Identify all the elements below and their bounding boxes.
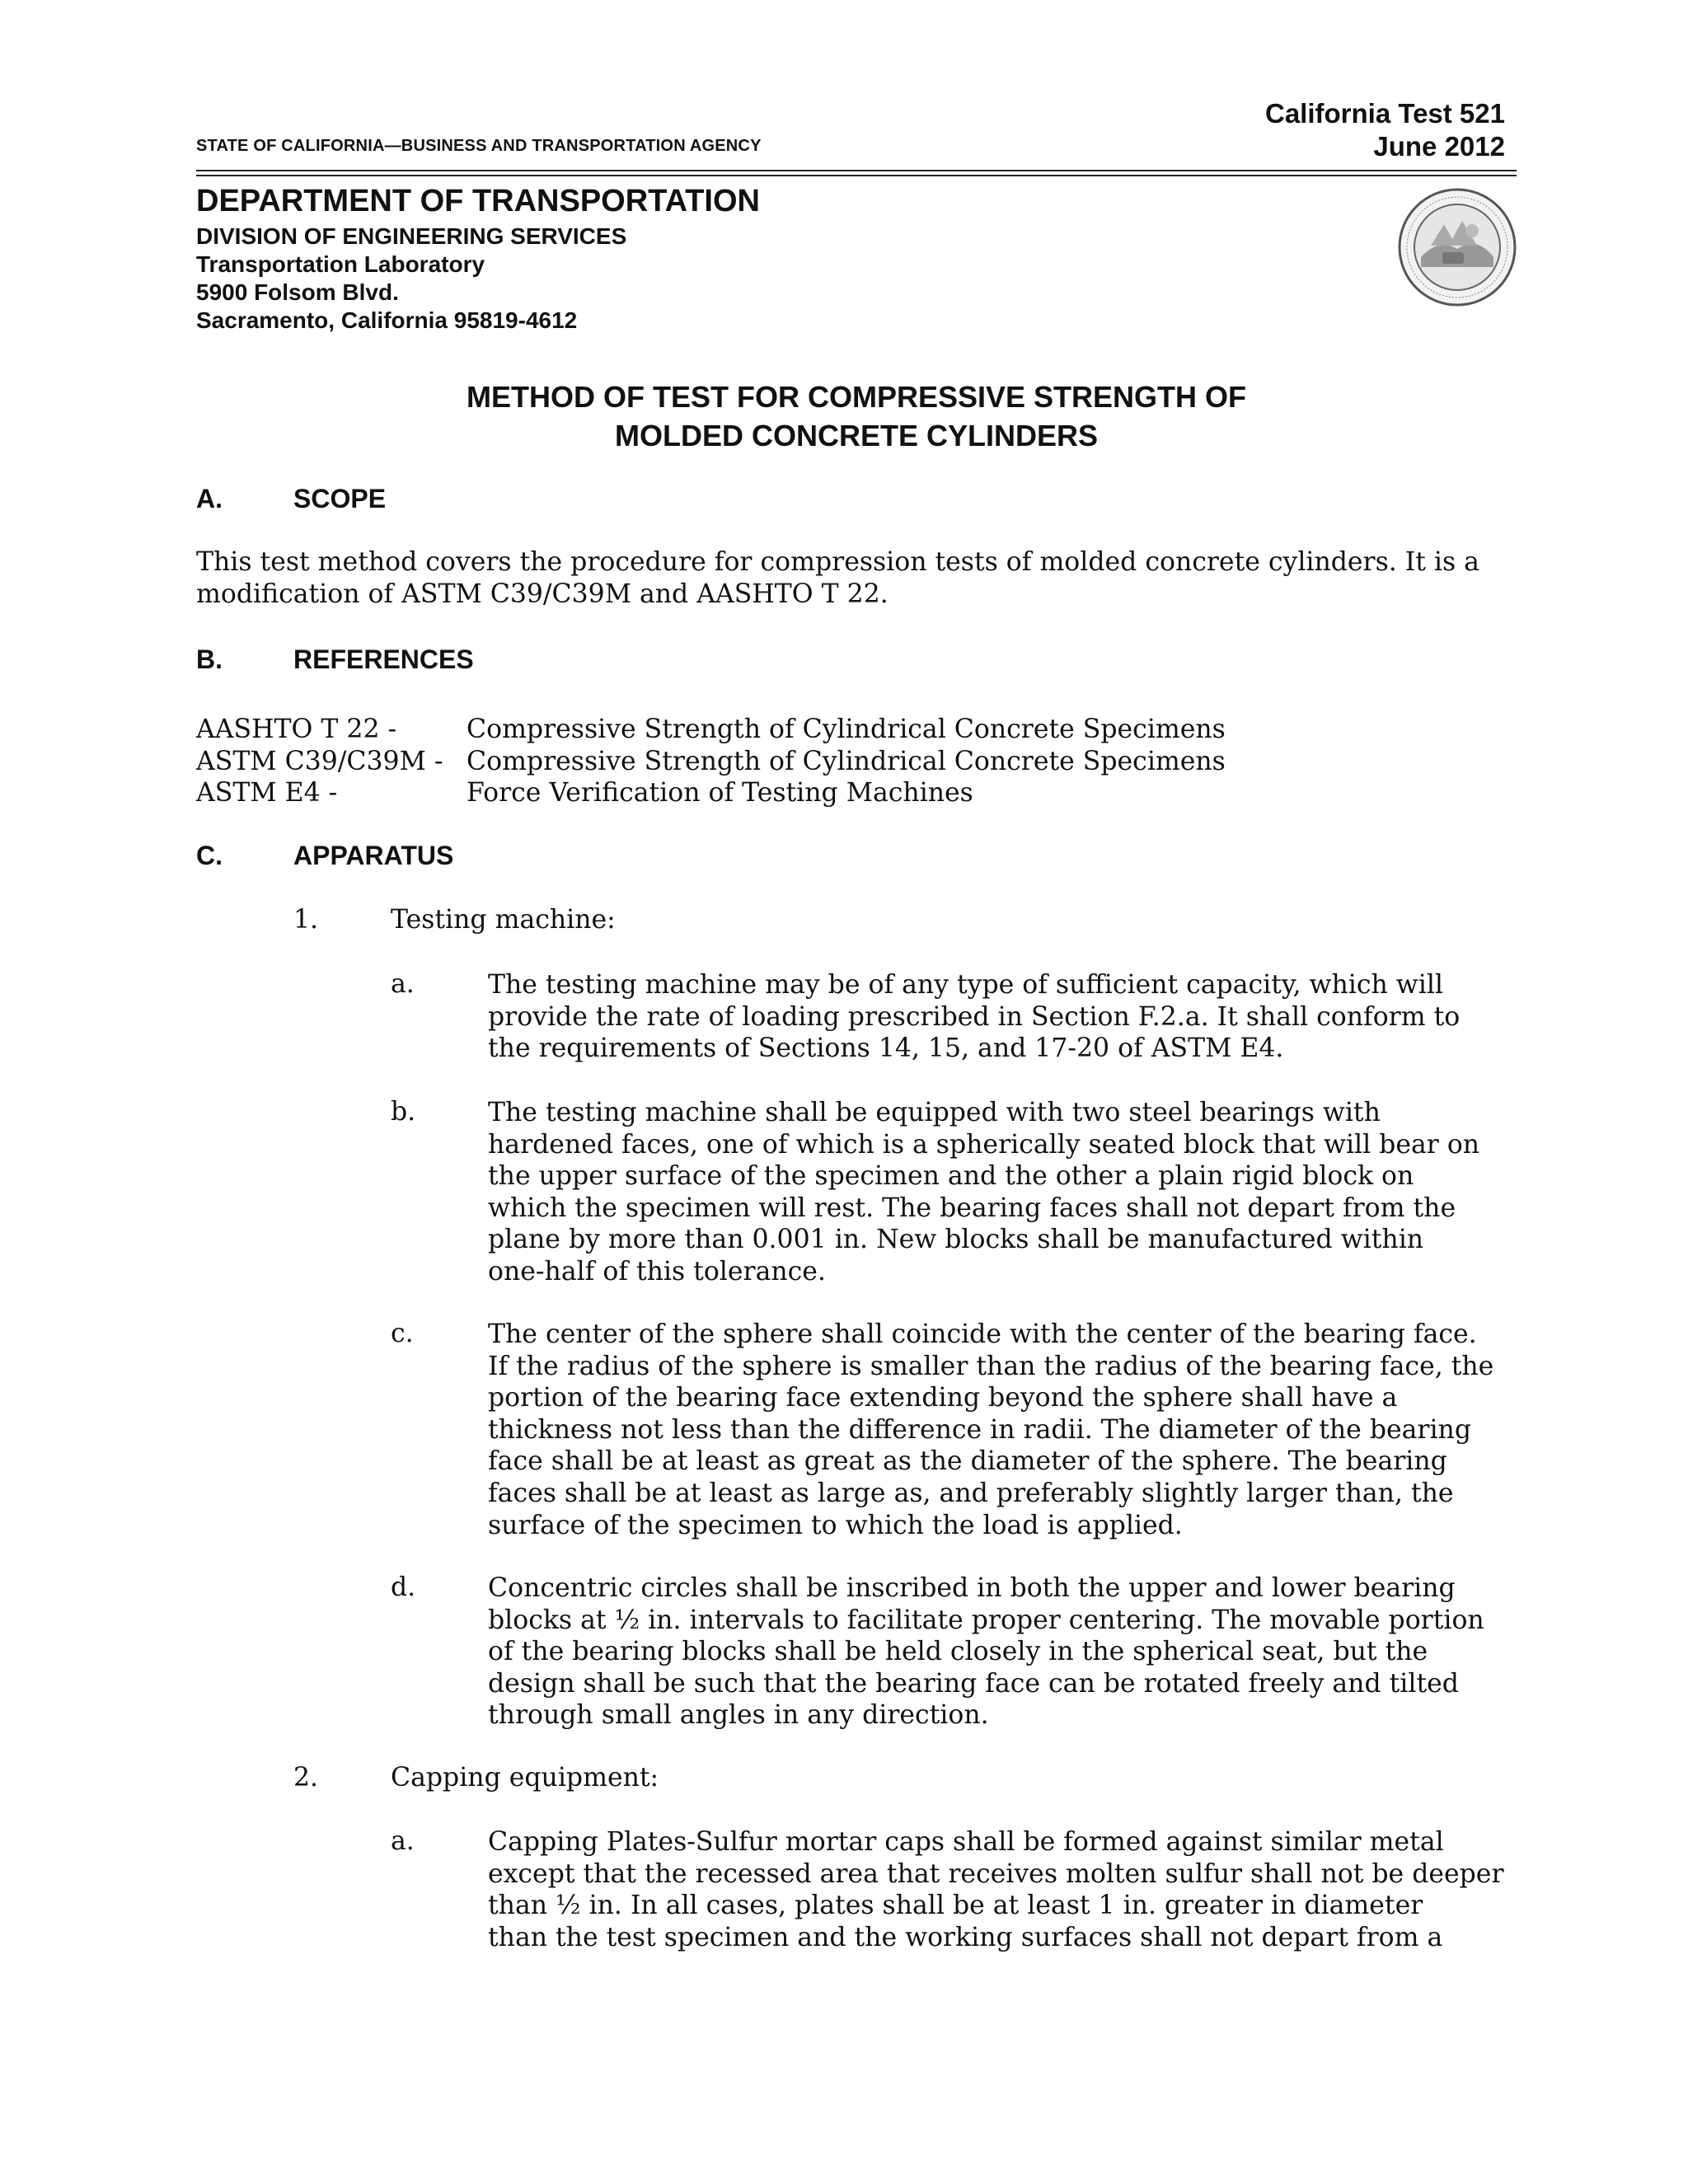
item-1c-letter: c.	[391, 1319, 414, 1348]
item-1b-letter: b.	[391, 1097, 416, 1127]
item-1d-text	[488, 1572, 1535, 1732]
street-address: 5900 Folsom Blvd.	[196, 279, 399, 305]
city-address: Sacramento, California 95819-4612	[196, 307, 578, 333]
header-rule-top	[196, 170, 1517, 171]
text-line: Capping Plates-Sulfur mortar caps shall be formed against similar metal	[488, 1827, 1444, 1857]
text-line: than ½ in. In all cases, plates shall be at least 1 in. greater in diameter	[488, 1891, 1423, 1921]
reference-code: ASTM E4 -	[196, 778, 338, 808]
section-b-letter: B.	[196, 644, 223, 674]
text-line: The testing machine shall be equipped with two steel bearings with	[488, 1098, 1381, 1127]
item-1c-text	[488, 1319, 1535, 1541]
text-line: blocks at ½ in. intervals to facilitate proper centering. The movable portion	[488, 1605, 1484, 1635]
item-1a-letter: a.	[391, 969, 415, 999]
text-line: through small angles in any direction.	[488, 1700, 989, 1731]
item-2a-letter: a.	[391, 1826, 415, 1856]
text-line: If the radius of the sphere is smaller than the radius of the bearing face, the	[488, 1351, 1494, 1381]
text-line: surface of the specimen to which the load is applied.	[488, 1510, 1183, 1540]
text-line: design shall be such that the bearing face can be rotated freely and tilted	[488, 1668, 1459, 1699]
section-a-heading: SCOPE	[293, 484, 387, 513]
text-line: The testing machine may be of any type of sufficient capacity, which will	[488, 970, 1443, 1000]
item-1-label: Testing machine:	[391, 905, 616, 935]
agency-name: STATE OF CALIFORNIA—BUSINESS AND TRANSPORTATION AGENCY	[196, 137, 762, 155]
department-name: DEPARTMENT OF TRANSPORTATION	[196, 184, 760, 218]
text-line: the requirements of Sections 14, 15, and 17-20 of ASTM E4.	[488, 1033, 1284, 1064]
text-line: plane by more than 0.001 in. New blocks shall be manufactured within	[488, 1225, 1424, 1255]
text-line: provide the rate of loading prescribed in Section F.2.a. It shall conform to	[488, 1001, 1461, 1032]
reference-code: ASTM C39/C39M -	[196, 747, 443, 776]
text-line: faces shall be at least as large as, and preferably slightly larger than, the	[488, 1478, 1454, 1508]
reference-description: Compressive Strength of Cylindrical Concrete Specimens	[467, 715, 1226, 744]
lab-name: Transportation Laboratory	[196, 251, 485, 277]
item-1b-text	[488, 1097, 1535, 1288]
text-line: thickness not less than the difference in radii. The diameter of the bearing	[488, 1414, 1471, 1445]
test-number: California Test 521	[1265, 98, 1505, 129]
header-rule-bottom	[196, 175, 1517, 176]
section-c-heading: APPARATUS	[293, 841, 454, 870]
text-line: than the test specimen and the working surfaces shall not depart from a	[488, 1922, 1443, 1952]
text-line: except that the recessed area that receives molten sulfur shall not be deeper	[488, 1858, 1504, 1889]
reference-code: AASHTO T 22 -	[196, 715, 397, 744]
item-2a-text	[488, 1826, 1535, 1953]
scope-line: modification of ASTM C39/C39M and AASHTO T 22.	[196, 579, 889, 609]
text-line: of the bearing blocks shall be held closely in the spherical seat, but the	[488, 1637, 1428, 1667]
reference-description: Compressive Strength of Cylindrical Concrete Specimens	[467, 747, 1226, 776]
document-title-line-1: METHOD OF TEST FOR COMPRESSIVE STRENGTH OF	[466, 380, 1247, 414]
test-number-header	[1265, 97, 1505, 163]
scope-line: This test method covers the procedure for compression tests of molded concrete cylinders. It is a	[196, 547, 1479, 577]
document-title-line-2: MOLDED CONCRETE CYLINDERS	[614, 419, 1099, 452]
document-title	[196, 377, 1517, 455]
division-name: DIVISION OF ENGINEERING SERVICES	[196, 223, 627, 249]
item-2-label: Capping equipment:	[391, 1763, 659, 1793]
text-line: The center of the sphere shall coincide with the center of the bearing face.	[488, 1319, 1477, 1349]
text-line: portion of the bearing face extending beyond the sphere shall have a	[488, 1383, 1398, 1413]
item-2-number: 2.	[293, 1763, 319, 1793]
item-1a-text	[488, 969, 1535, 1065]
state-seal-icon	[1398, 188, 1517, 307]
text-line: face shall be at least as great as the diameter of the sphere. The bearing	[488, 1446, 1447, 1477]
reference-description: Force Verification of Testing Machines	[467, 778, 973, 808]
text-line: hardened faces, one of which is a spherically seated block that will bear on	[488, 1129, 1480, 1160]
text-line: the upper surface of the specimen and the other a plain rigid block on	[488, 1161, 1414, 1192]
text-line: one-half of this tolerance.	[488, 1256, 826, 1286]
section-a-letter: A.	[196, 484, 223, 513]
item-1-number: 1.	[293, 905, 319, 935]
test-date: June 2012	[1373, 131, 1505, 162]
text-line: Concentric circles shall be inscribed in both the upper and lower bearing	[488, 1573, 1456, 1603]
text-line: which the specimen will rest. The bearing faces shall not depart from the	[488, 1193, 1456, 1223]
section-c-letter: C.	[196, 841, 223, 870]
section-b-heading: REFERENCES	[293, 644, 474, 674]
item-1d-letter: d.	[391, 1572, 416, 1602]
scope-paragraph	[196, 546, 1525, 610]
